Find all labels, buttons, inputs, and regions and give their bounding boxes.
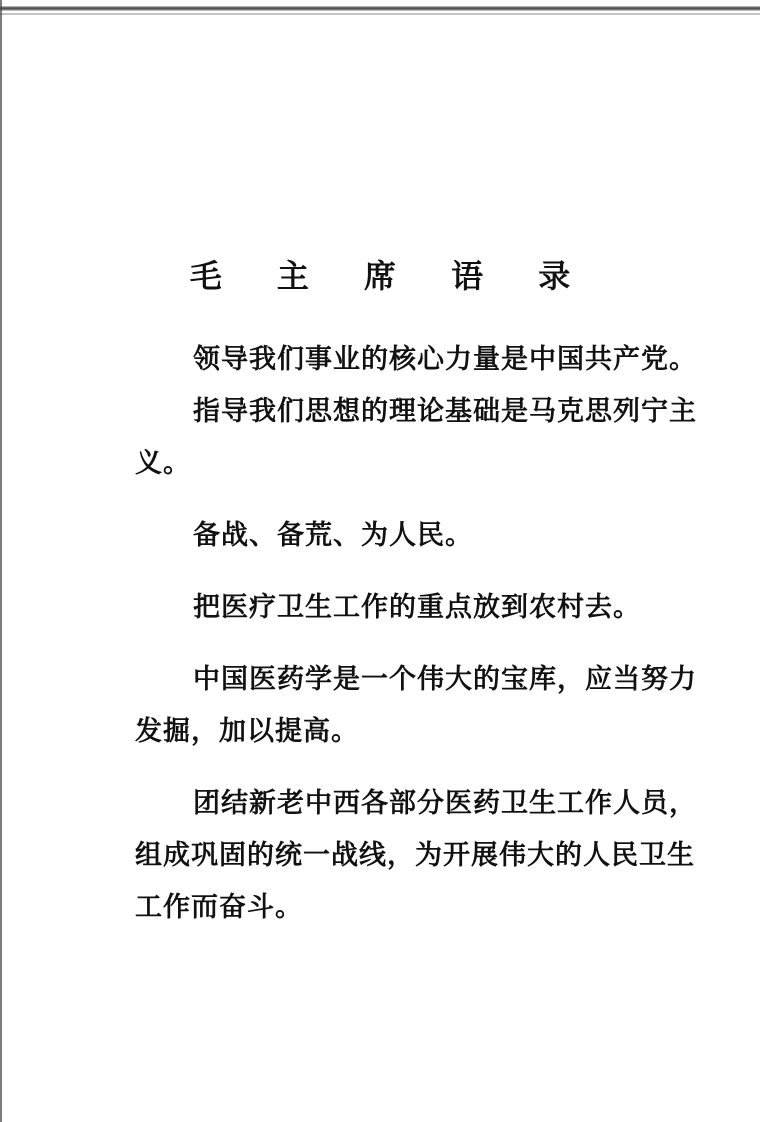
- top-border-line: [0, 6, 760, 11]
- quote-4: 把医疗卫生工作的重点放到农村去。: [193, 592, 641, 623]
- quote-5: 中国医药学是一个伟大的宝库，应当努力发掘，加以提高。: [135, 664, 697, 747]
- quote-1: 领导我们事业的核心力量是中国共产党。: [193, 344, 697, 375]
- left-page-edge: [0, 0, 2, 1122]
- quote-6: 团结新老中西各部分医药卫生工作人员，组成巩固的统一战线，为开展伟大的人民卫生工作而奋斗。: [135, 788, 697, 923]
- quote-list: [135, 334, 715, 934]
- page-title: 毛 主 席 语 录: [189, 257, 593, 295]
- quote-2: 指导我们思想的理论基础是马克思列宁主义。: [135, 396, 697, 479]
- quote-3: 备战、备荒、为人民。: [193, 520, 473, 551]
- top-border-line-thin: [0, 13, 760, 15]
